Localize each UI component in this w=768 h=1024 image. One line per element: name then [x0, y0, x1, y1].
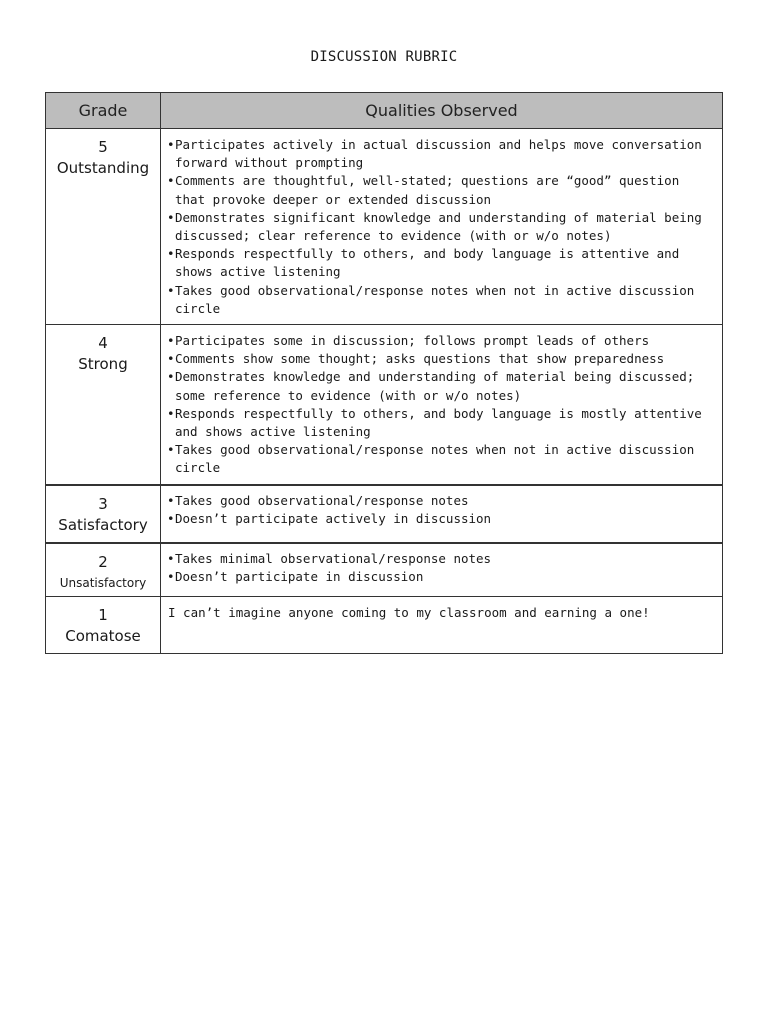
qualities-list — [168, 136, 716, 318]
rubric-table — [45, 92, 723, 654]
qualities-header: Qualities Observed — [161, 93, 723, 129]
list-item: • Takes good observational/response notes when not in active discussion circle — [168, 282, 716, 318]
list-item: • Participates actively in actual discussion and helps move conversation forward without prompting — [168, 136, 716, 172]
qualities-list — [168, 492, 716, 528]
grade-cell — [46, 129, 161, 325]
table-row — [46, 325, 723, 486]
table-row — [46, 485, 723, 543]
qualities-cell — [161, 325, 723, 486]
grade-note: I can’t imagine anyone coming to my classroom and earning a one! — [168, 605, 650, 621]
grade-cell — [46, 543, 161, 597]
list-item: • Takes minimal observational/response notes — [168, 550, 716, 568]
list-item: • Comments show some thought; asks questions that show preparedness — [168, 350, 716, 368]
grade-label: Comatose — [65, 627, 141, 646]
grade-label: Strong — [78, 355, 128, 374]
grade-header: Grade — [46, 93, 161, 129]
grade-cell — [46, 325, 161, 486]
list-item: • Takes good observational/response notes when not in active discussion circle — [168, 441, 716, 477]
header-row — [46, 93, 723, 129]
list-item: • Takes good observational/response notes — [168, 492, 716, 510]
grade-cell — [46, 597, 161, 654]
qualities-cell — [161, 597, 723, 654]
list-item: • Demonstrates significant knowledge and understanding of material being discussed; clear reference to evidence (with or w/o notes) — [168, 209, 716, 245]
list-item: • Doesn’t participate actively in discussion — [168, 510, 716, 528]
grade-label: Satisfactory — [58, 516, 148, 535]
list-item: • Demonstrates knowledge and understanding of material being discussed; some reference to evidence (with or w/o notes) — [168, 368, 716, 404]
table-row — [46, 543, 723, 597]
list-item: • Participates some in discussion; follows prompt leads of others — [168, 332, 716, 350]
table-row — [46, 129, 723, 325]
qualities-cell — [161, 485, 723, 543]
grade-cell — [46, 485, 161, 543]
list-item: • Responds respectfully to others, and body language is mostly attentive and shows active listening — [168, 405, 716, 441]
grade-label: Unsatisfactory — [59, 576, 147, 591]
grade-label: Outstanding — [56, 159, 150, 177]
grade-number: 4 — [98, 334, 108, 353]
grade-number: 2 — [98, 553, 108, 572]
list-item: • Doesn’t participate in discussion — [168, 568, 716, 586]
qualities-list — [168, 550, 716, 586]
grade-number: 3 — [98, 495, 108, 514]
page-title: DISCUSSION RUBRIC — [310, 49, 458, 65]
qualities-list — [168, 332, 716, 478]
grade-number: 5 — [98, 138, 108, 156]
list-item: • Responds respectfully to others, and body language is attentive and shows active listening — [168, 245, 716, 281]
grade-number: 1 — [98, 606, 108, 625]
qualities-cell — [161, 543, 723, 597]
qualities-cell — [161, 129, 723, 325]
list-item: • Comments are thoughtful, well-stated; questions are “good” question that provoke deeper or extended discussion — [168, 172, 716, 208]
table-row — [46, 597, 723, 654]
